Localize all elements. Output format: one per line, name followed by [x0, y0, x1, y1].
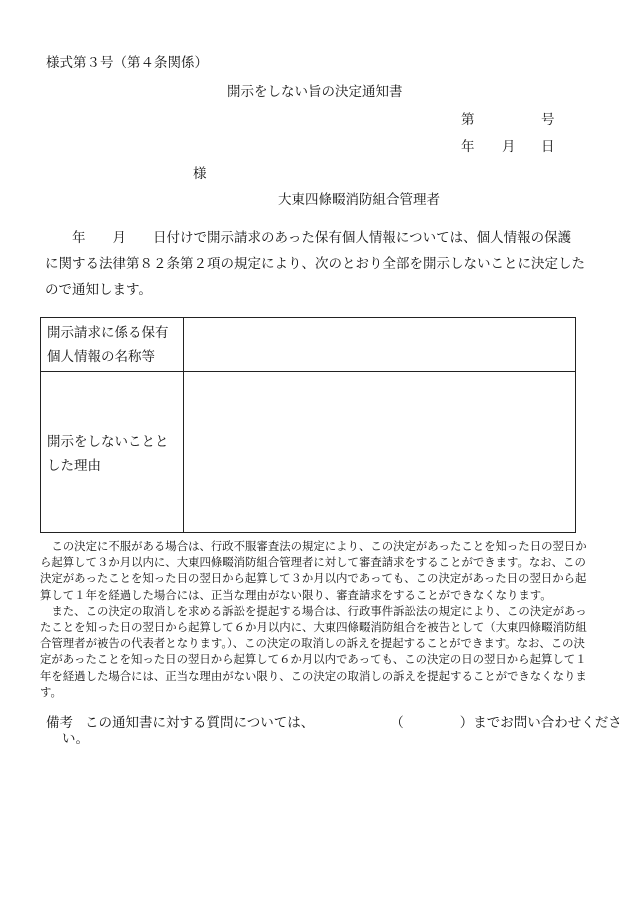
body-line: 年 月 日付けで開示請求のあった保有個人情報については、個人情報の保護 [45, 230, 572, 246]
row2-value-cell [184, 372, 575, 532]
note-line: この決定に不服がある場合は、行政不服審査法の規定により、この決定があったことを知った日の翌日か [40, 539, 587, 553]
info-table [40, 317, 576, 533]
appeal-notes [40, 538, 585, 700]
document-title: 開示をしない旨の決定通知書 [227, 84, 403, 100]
note-line: 年を経過した場合には、正当な理由がない限り、この決定の取消しの訴えを提起することができなくなりま [40, 668, 587, 683]
row1-value-cell [184, 318, 575, 371]
row2-label-line: した理由 [47, 458, 101, 474]
row2-label [47, 430, 169, 478]
date-month: 月 [502, 139, 516, 155]
addressee-suffix: 様 [193, 166, 207, 182]
body-line: に関する法律第８２条第２項の規定により、次のとおり全部を開示しないことに決定した [45, 256, 585, 272]
row1-label [47, 321, 169, 369]
remarks-paren-close: ） [459, 715, 474, 731]
body-paragraph [45, 225, 585, 303]
row1-label-line: 開示請求に係る保有 [47, 325, 169, 341]
date-day: 日 [541, 139, 555, 155]
note-line: す。 [40, 684, 62, 699]
row2-label-line: 開示をしないことと [47, 434, 169, 450]
issuer: 大東四條畷消防組合管理者 [278, 192, 440, 208]
note-line: たことを知った日の翌日から起算して６か月以内に、大東四條畷消防組合を被告として（大東四條畷消防組 [40, 620, 587, 635]
form-number: 様式第３号（第４条関係） [46, 55, 208, 71]
note-line: 算して１年を経過した場合には、正当な理由がない限り、審査請求をすることができなくなります。 [40, 587, 552, 602]
note-line: 定があったことを知った日の翌日から起算して６か月以内であっても、この決定の日の翌日から起算して１ [40, 652, 587, 667]
remarks-text-after: までお問い合わせくださ [473, 715, 622, 731]
doc-number-go: 号 [541, 112, 555, 128]
remarks-line [46, 715, 622, 731]
remarks-wrap: い。 [62, 731, 89, 747]
row1-label-line: 個人情報の名称等 [47, 349, 155, 365]
remarks-paren-open: （ [390, 715, 404, 731]
remarks-label: 備考 [46, 715, 73, 731]
remarks [46, 715, 622, 747]
body-line: ので通知します。 [45, 282, 152, 298]
note-line: 決定があったことを知った日の翌日から起算して３か月以内であっても、この決定があった日の翌日から起 [40, 571, 587, 586]
doc-number-dai: 第 [461, 112, 475, 128]
date-year: 年 [461, 139, 475, 155]
note-line: 合管理者が被告の代表者となります。）、この決定の取消しの訴えを提起することができます。なお、この決 [40, 636, 585, 651]
note-line: ら起算して３か月以内に、大東四條畷消防組合管理者に対して審査請求をすることができます。なお、この [40, 555, 586, 570]
remarks-text-before: この通知書に対する質問については、 [85, 715, 315, 731]
note-line: また、この決定の取消しを求める訴訟を提起する場合は、行政事件訴訟法の規定により、この決定があっ [40, 603, 587, 618]
